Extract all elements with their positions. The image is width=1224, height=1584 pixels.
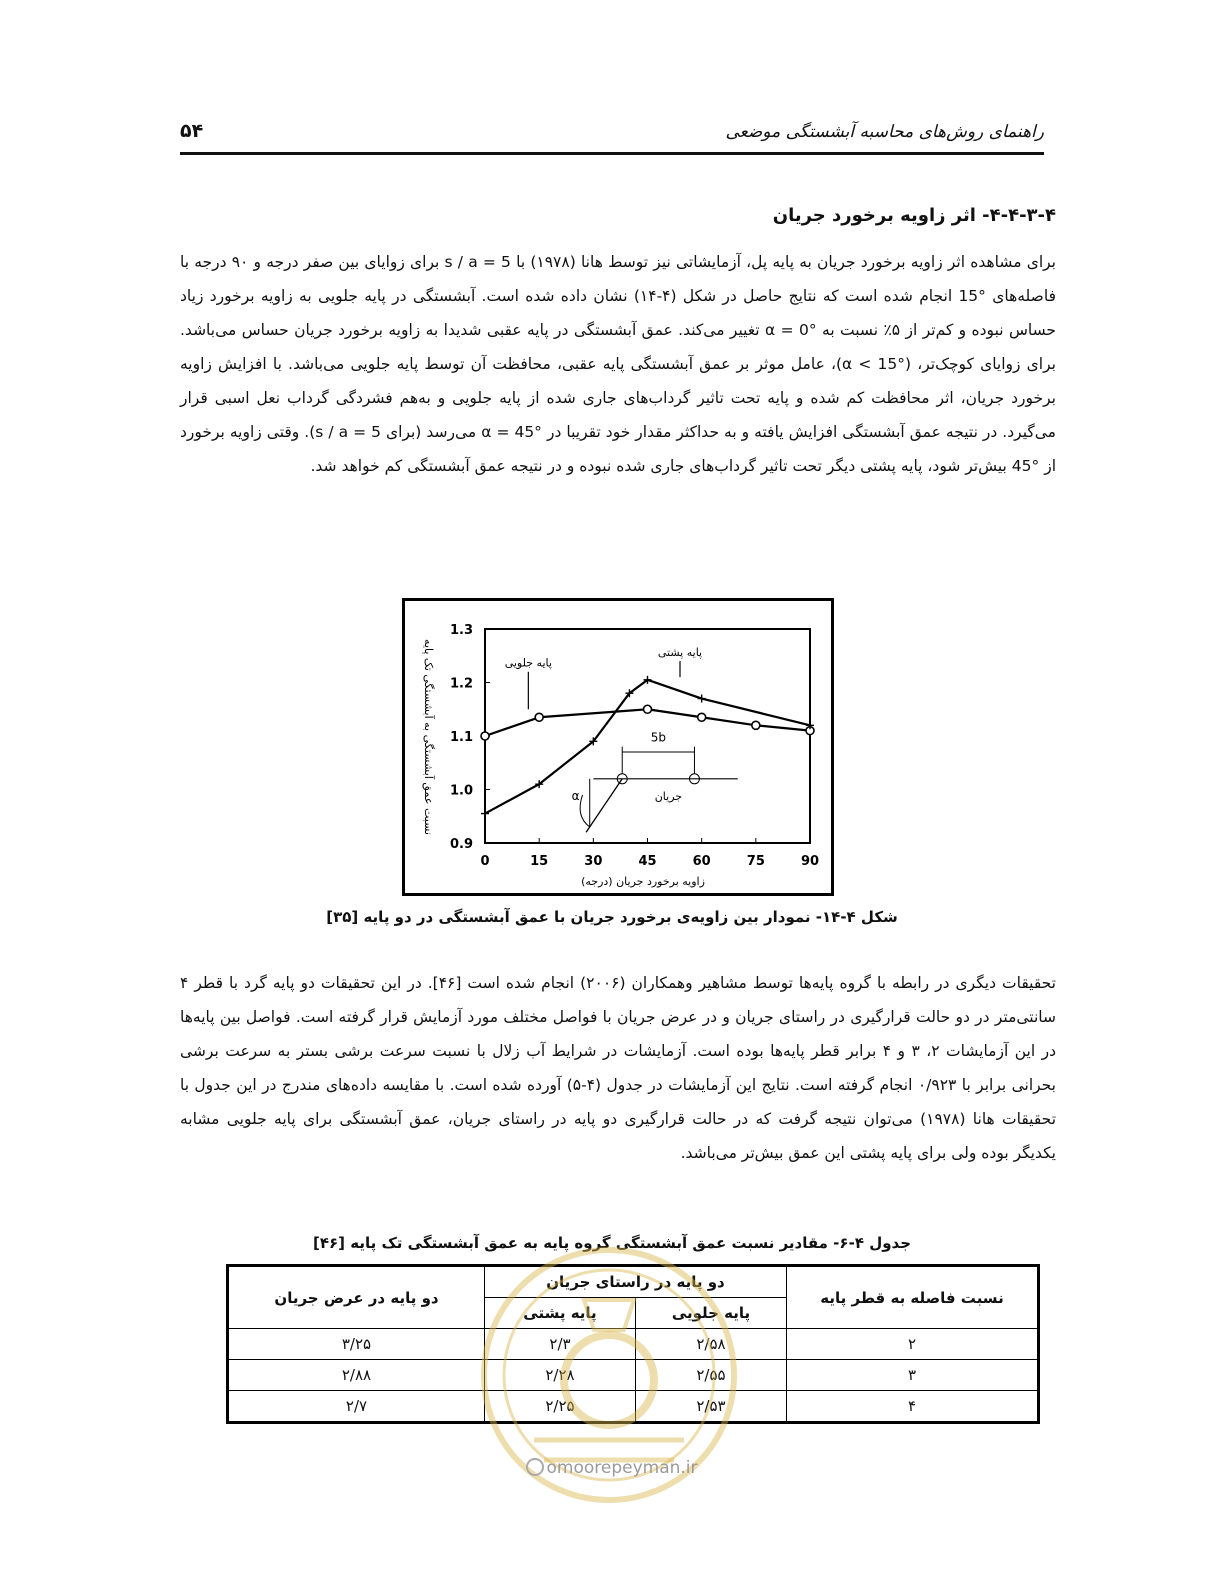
- y-tick-label: 1.3: [449, 623, 473, 638]
- legend-front: پایه جلویی: [504, 656, 552, 670]
- cell-side: ۲/۷: [228, 1391, 485, 1423]
- page-number: ۵۴: [180, 120, 204, 142]
- header-title: راهنمای روش‌های محاسبه آبشستگی موضعی: [725, 122, 1044, 142]
- inset-flow-arrow: [586, 779, 622, 833]
- data-point-rear: [698, 695, 706, 703]
- table-caption: جدول ۴-۶- مقادیر نسبت عمق آبشستگی گروه پایه به عمق آبشستگی تک پایه [۴۶]: [312, 1234, 912, 1252]
- header-inline: دو پایه در راستای جریان: [485, 1266, 787, 1298]
- figure-frame: [402, 598, 834, 896]
- y-axis-label: نسبت عمق آبشستگی به آبشستگی تک پایه: [422, 639, 435, 835]
- cell-ratio: ۳: [787, 1360, 1039, 1391]
- paragraph-1: برای مشاهده اثر زاویه برخورد جریان به پایه پل، آزمایشاتی نیز توسط هانا (۱۹۷۸) با s / a = 5 برای زوایای بین صفر درجه و ۹۰ درجه با فاصله‌های °15 انجام شده است که نتایج حاصل در شکل (۴-۱۴) نشان داده شده است. آبشستگی در پایه جلویی به زاویه برخورد زیاد حساس نبوده و کم‌تر از ۵٪ نسبت به α = 0° تغییر می‌کند. عمق آبشستگی در پایه عقبی شدیدا به زاویه برخورد جریان حساس می‌باشد. برای زوایای کوچک‌تر، (α < 15°)، عامل موثر بر عمق آبشستگی پایه عقبی، محافظت آن توسط پایه جلویی می‌باشد. با افزایش زاویه برخورد جریان، اثر محافظت کم شده و پایه تحت تاثیر گرداب‌های جاری شده از پایه جلویی و به‌هم فشردگی گرداب نعل اسبی قرار می‌گیرد. در نتیجه عمق آبشستگی افزایش یافته و به حداکثر مقدار خود تقریبا در α = 45° می‌رسد (برای s / a = 5). وقتی زاویه برخورد از °45 بیش‌تر شود، پایه پشتی دیگر تحت تاثیر گرداب‌های جاری شده نبوده و در نتیجه عمق آبشستگی کم خواهد شد.: [180, 253, 1057, 475]
- header-front: پایه جلویی: [636, 1298, 787, 1329]
- legend-rear: پایه پشتی: [657, 645, 703, 659]
- globe-icon: [526, 1458, 544, 1476]
- inset-alpha-label: α: [571, 789, 580, 804]
- cell-rear: ۲/۳: [485, 1329, 636, 1360]
- data-point-front: [644, 705, 652, 713]
- x-tick-label: 0: [480, 854, 490, 869]
- section-heading: ۴-۴-۳-۴- اثر زاویه برخورد جریان: [772, 205, 1056, 226]
- x-tick-label: 60: [692, 854, 711, 869]
- data-point-front: [698, 713, 706, 721]
- cell-front: ۲/۵۵: [636, 1360, 787, 1391]
- chart: [405, 601, 831, 893]
- y-tick-label: 1.0: [449, 783, 473, 799]
- cell-front: ۲/۵۸: [636, 1329, 787, 1360]
- data-point-rear: [481, 810, 489, 818]
- series-rear-line: [485, 680, 810, 814]
- x-tick-label: 90: [800, 854, 820, 869]
- header-rule: [180, 152, 1044, 155]
- x-tick-label: 75: [746, 854, 765, 869]
- footer-url: omoorepeyman.ir: [546, 1458, 698, 1478]
- figure-caption: شکل ۴-۱۴- نمودار بین زاویه‌ی برخورد جریان با عمق آبشستگی در دو پایه [۳۵]: [326, 908, 898, 926]
- cell-rear: ۲/۲۵: [485, 1391, 636, 1423]
- y-tick-label: 1.1: [449, 730, 473, 745]
- paragraph-2: تحقیقات دیگری در رابطه با گروه پایه‌ها توسط مشاهیر وهمکاران (۲۰۰۶) انجام شده است [۴۶]. در این تحقیقات دو پایه گرد با قطر ۴ سانتی‌متر در دو حالت قرارگیری در راستای جریان و در عرض جریان با فواصل مختلف مورد آزمایش قرار گرفته است. فواصل بین پایه‌ها در این آزمایشات ۲، ۳ و ۴ برابر قطر پایه‌ها بوده است. آزمایشات در شرایط آب زلال با نسبت سرعت برشی بستر به سرعت برشی بحرانی برابر با ۰/۹۲۳ انجام گرفته است. نتایج این آزمایشات در جدول (۴-۵) آورده شده است. با مقایسه داده‌های مندرج در این جدول با تحقیقات هانا (۱۹۷۸) می‌توان نتیجه گرفت که در حالت قرارگیری دو پایه در راستای جریان، عمق آبشستگی برای پایه جلویی مشابه یکدیگر بوده ولی برای پایه پشتی این عمق بیش‌تر می‌باشد.: [180, 974, 1057, 1162]
- data-point-front: [481, 732, 489, 740]
- inset-spacing-label: 5b: [650, 730, 666, 745]
- header-rear: پایه پشتی: [485, 1298, 636, 1329]
- footer: [0, 1458, 1224, 1478]
- y-tick-label: 0.9: [449, 837, 473, 852]
- cell-rear: ۲/۲۸: [485, 1360, 636, 1391]
- inset-flow-label: جریان: [654, 790, 683, 804]
- data-point-front: [535, 713, 543, 721]
- x-tick-label: 30: [584, 854, 603, 869]
- cell-front: ۲/۵۳: [636, 1391, 787, 1423]
- cell-ratio: ۴: [787, 1391, 1039, 1423]
- x-tick-label: 45: [638, 854, 657, 869]
- data-point-front: [752, 721, 760, 729]
- x-axis-label: زاویه برخورد جریان (درجه): [581, 875, 705, 888]
- x-tick-label: 15: [530, 854, 549, 869]
- header-side: دو پایه در عرض جریان: [228, 1266, 485, 1329]
- cell-ratio: ۲: [787, 1329, 1039, 1360]
- header-ratio: نسبت فاصله به قطر پایه: [787, 1266, 1039, 1329]
- cell-side: ۲/۸۸: [228, 1360, 485, 1391]
- inset-angle-arc: [580, 795, 590, 827]
- y-tick-label: 1.2: [449, 676, 473, 692]
- cell-side: ۳/۲۵: [228, 1329, 485, 1360]
